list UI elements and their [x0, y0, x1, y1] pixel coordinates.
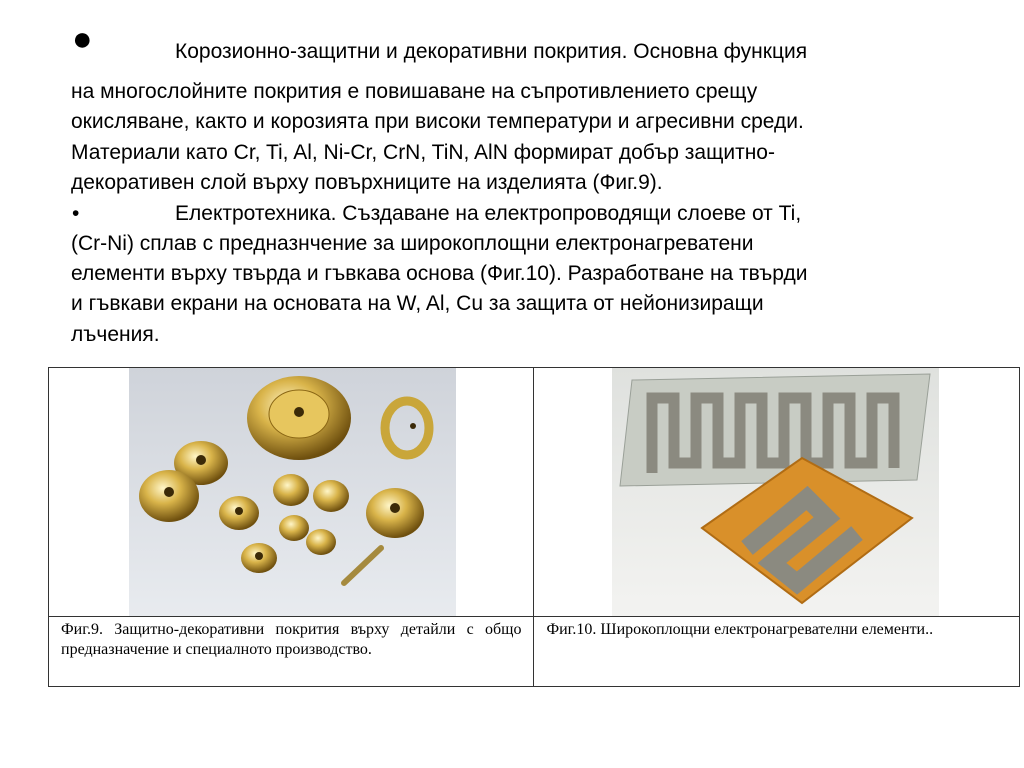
bullet-2-line: (Cr-Ni) сплав с предназнчение за широкоплощни електронагреватени	[71, 232, 754, 255]
bullet-2-line: лъчения.	[71, 323, 160, 346]
figures-table	[48, 367, 1020, 687]
bullet-1-line: окисляване, както и корозията при високи температури и агресивни среди.	[71, 110, 804, 133]
figure-10-caption: Фиг.10. Широкоплощни електронагревателни елементи..	[546, 621, 934, 638]
bullet-1-line: Материали като Cr, Ti, Al, Ni-Cr, CrN, TiN, AlN формират добър защитно-	[71, 141, 775, 164]
bullet-2-line: елементи върху твърда и гъвкава основа (Фиг.10). Разработване на твърди	[71, 262, 808, 285]
figure-9-brass-parts-photo	[129, 368, 456, 616]
figure-9-caption: Фиг.9. Защитно-декоративни покрития върху детайли с общо предназначение и специалното производство.	[61, 621, 522, 658]
figure-9-image-cell	[49, 368, 534, 617]
bullet-1-line: на многослойните покрития е повишаване на съпротивлението срещу	[71, 80, 758, 103]
bullet-1-first-line: Корозионно-защитни и декоративни покрития. Основна функция	[175, 40, 808, 63]
figure-10-caption-cell	[534, 617, 1020, 687]
figure-10-heating-elements-photo	[612, 368, 939, 616]
bullet-2-symbol: •	[72, 202, 80, 225]
bullet-2-line: и гъвкави екрани на основата на W, Al, Cu за защита от нейонизиращи	[71, 292, 764, 315]
figure-9-caption-cell	[49, 617, 534, 687]
figure-10-image-cell	[534, 368, 1020, 617]
bullet-1-line: декоративен слой върху повърхниците на изделията (Фиг.9).	[71, 171, 663, 194]
bullet-1-symbol: ●	[72, 20, 93, 58]
bullet-2-first-line: Електротехника. Създаване на електропроводящи слоеве от Ti,	[175, 202, 802, 225]
